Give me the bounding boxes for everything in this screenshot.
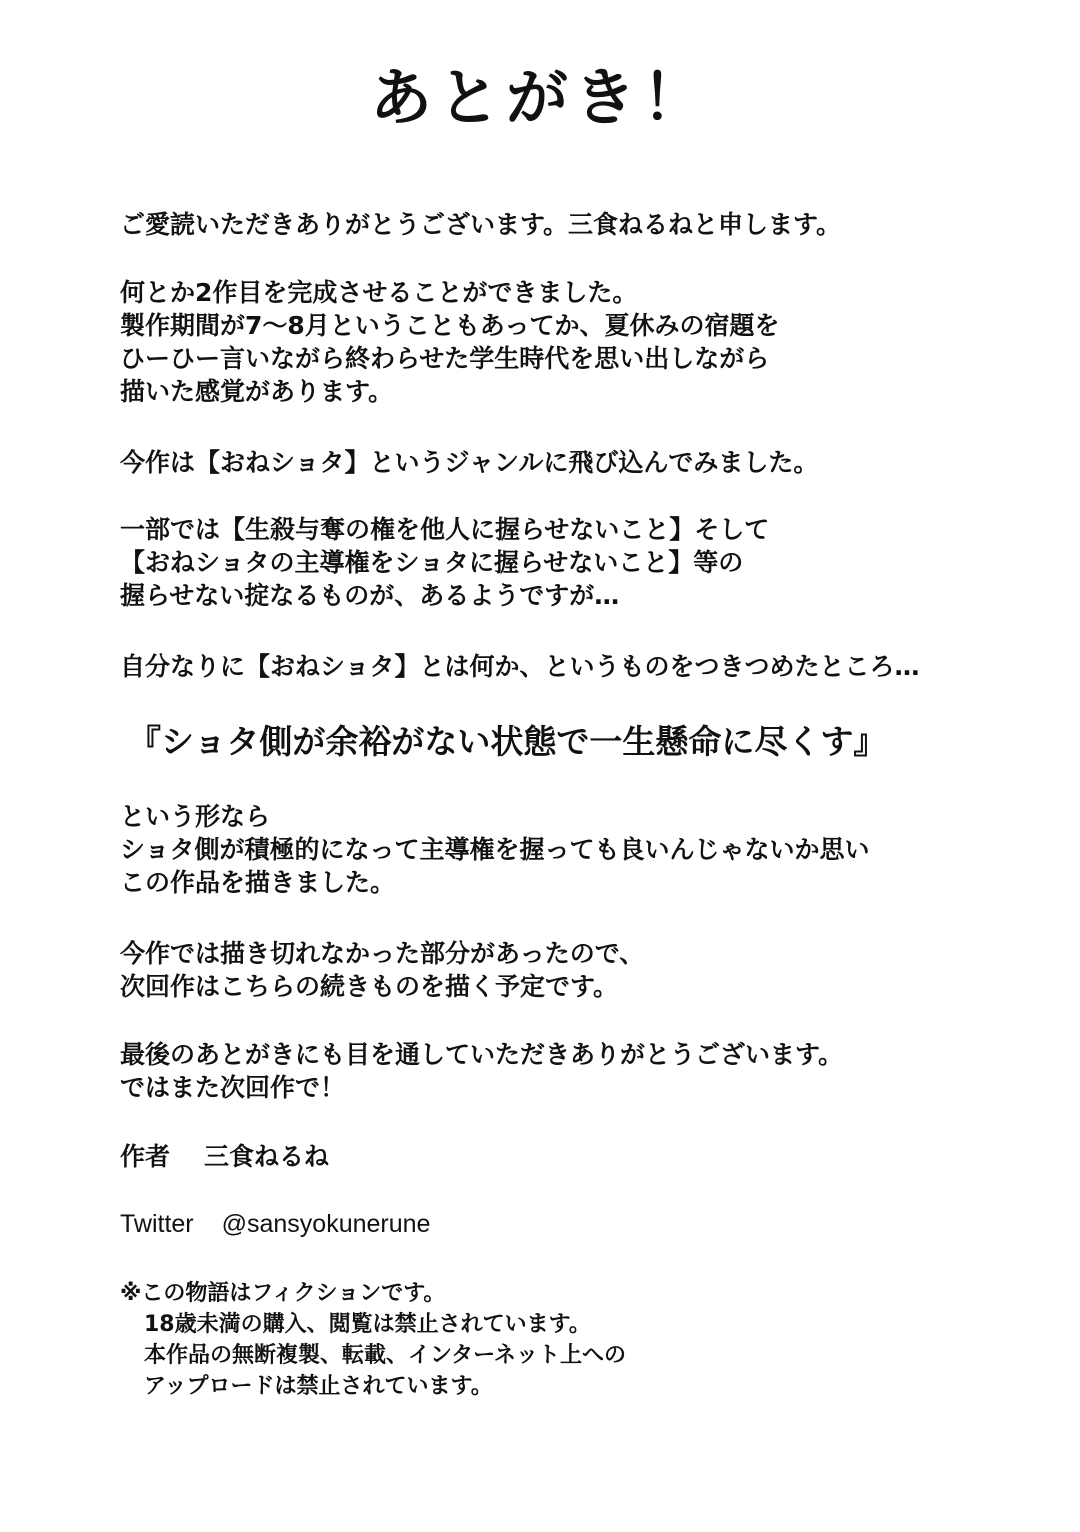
paragraph-conclusion — [120, 650, 1020, 683]
text-line: 描いた感覚があります。 — [120, 377, 394, 406]
paragraph-thanks — [120, 1038, 1020, 1104]
paragraph-next-work — [120, 937, 1020, 1003]
paragraph-rules — [120, 513, 1020, 612]
text-line: 製作期間が7〜8月ということもあってか、夏休みの宿題を — [120, 311, 780, 340]
notice-line: 本作品の無断複製、転載、インターネット上への — [144, 1343, 627, 1368]
legal-notice — [120, 1278, 626, 1402]
paragraph-genre — [120, 446, 1020, 479]
text-line: 今作は【おねショタ】というジャンルに飛び込んでみました。 — [120, 448, 819, 477]
text-line: ひーひー言いながら終わらせた学生時代を思い出しながら — [120, 344, 770, 373]
text-line: この作品を描きました。 — [120, 868, 396, 897]
text-line: ショタ側が積極的になって主導権を握っても良いんじゃないか思い — [120, 835, 870, 864]
page-title: あとがき！ — [369, 61, 710, 134]
notice-line: 18歳未満の購入、閲覧は禁止されています。 — [144, 1312, 591, 1337]
highlight-quote: 『ショタ側が余裕がない状態で一生懸命に尽くす』 — [128, 722, 887, 761]
notice-line: ※この物語はフィクションです。 — [120, 1281, 446, 1306]
twitter-label: Twitter — [120, 1210, 194, 1238]
text-line: 【おねショタの主導権をショタに握らせないこと】等の — [120, 548, 744, 577]
text-line: 自分なりに【おねショタ】とは何か、というものをつきつめたところ… — [120, 652, 920, 681]
text-line: ではまた次回作で！ — [120, 1073, 346, 1102]
notice-line: アップロードは禁止されています。 — [144, 1374, 493, 1399]
author-label: 作者 — [120, 1142, 171, 1171]
paragraph-form — [120, 800, 1020, 899]
text-line: 一部では【生殺与奪の権を他人に握らせないこと】そして — [120, 515, 770, 544]
paragraph-greeting — [120, 208, 1020, 241]
text-line: 何とか2作目を完成させることができました。 — [120, 278, 638, 307]
text-line: 次回作はこちらの続きものを描く予定です。 — [120, 972, 619, 1001]
twitter-handle: @sansyokunerune — [221, 1210, 431, 1238]
twitter-line — [120, 1208, 430, 1241]
text-line: ご愛読いただきありがとうございます。三食ねるねと申します。 — [120, 210, 842, 239]
paragraph-production — [120, 276, 1020, 408]
text-line: 今作では描き切れなかった部分があったので、 — [120, 939, 645, 968]
author-signature — [120, 1140, 329, 1173]
text-line: 握らせない掟なるものが、あるようですが… — [120, 581, 620, 610]
text-line: 最後のあとがきにも目を通していただきありがとうございます。 — [120, 1040, 844, 1069]
text-line: という形なら — [120, 802, 271, 831]
author-name: 三食ねるね — [204, 1142, 330, 1171]
